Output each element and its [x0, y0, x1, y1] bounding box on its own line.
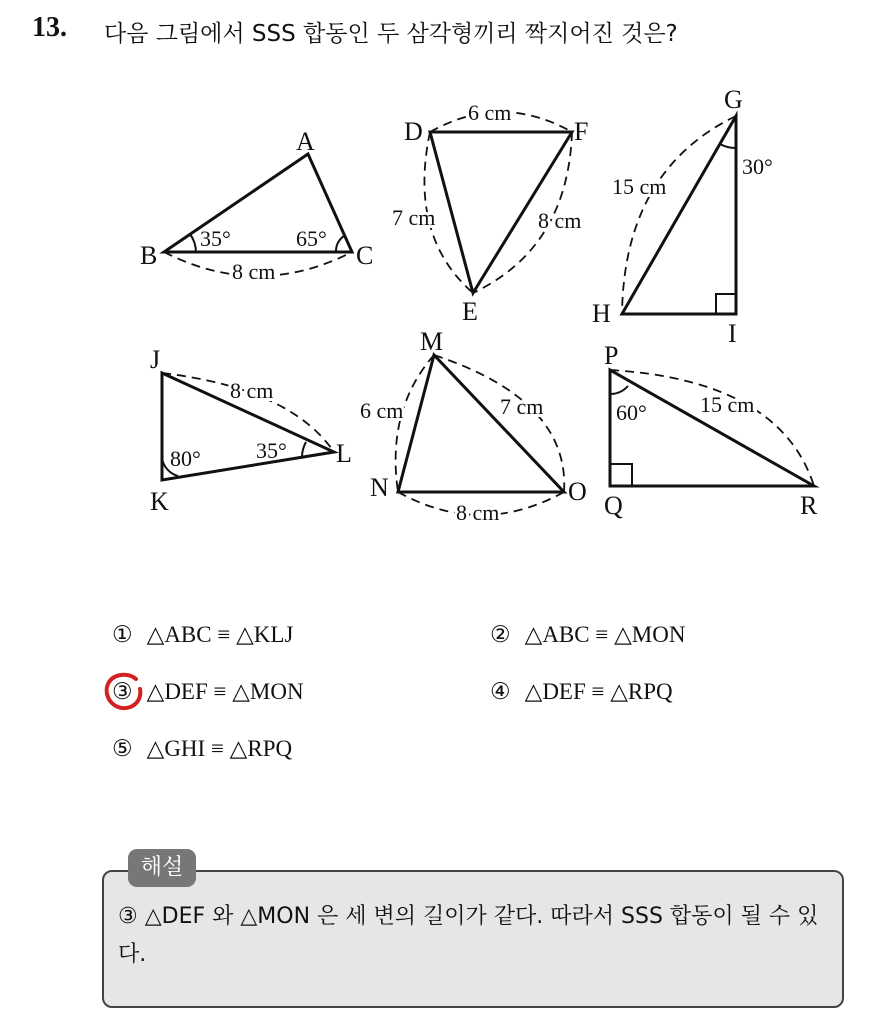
triangle-mno	[398, 355, 564, 492]
vertex-d: D	[404, 117, 423, 146]
vertex-a: A	[296, 127, 315, 156]
vertex-g: G	[724, 85, 743, 114]
side-label-mo: 7 cm	[500, 394, 544, 419]
vertex-e: E	[462, 297, 478, 326]
vertex-i: I	[728, 319, 737, 348]
choice-3-text: △DEF ≡ △MON	[146, 679, 304, 704]
vertex-c: C	[356, 241, 374, 270]
angle-arc-c	[336, 236, 344, 252]
choice-3-number: ③	[112, 679, 133, 704]
choice-1-text: △ABC ≡ △KLJ	[146, 622, 294, 647]
vertex-b: B	[140, 241, 158, 270]
side-label-bc: 8 cm	[232, 259, 276, 284]
choice-5-number: ⑤	[112, 736, 133, 761]
angle-arc-p	[610, 386, 628, 394]
angle-arc-b	[190, 234, 196, 252]
choice-2[interactable]	[490, 622, 685, 648]
right-angle-mark-i	[716, 294, 736, 314]
choice-2-number: ②	[490, 622, 511, 647]
angle-label-k: 80°	[170, 446, 201, 471]
solution-text: ③ △DEF 와 △MON 은 세 변의 길이가 같다. 따라서 SSS 합동이 될 수 있다.	[118, 904, 819, 967]
angle-label-l: 35°	[256, 438, 287, 463]
vertex-f: F	[574, 117, 589, 146]
angle-label-b: 35°	[200, 226, 231, 251]
right-angle-mark-q	[610, 464, 632, 486]
solution-tag: 해설	[128, 849, 196, 887]
triangle-ghi	[622, 116, 736, 314]
vertex-h: H	[592, 299, 611, 328]
vertex-r: R	[800, 491, 818, 520]
choice-4-number: ④	[490, 679, 511, 704]
side-label-de: 7 cm	[392, 205, 436, 230]
side-label-gh: 15 cm	[612, 174, 667, 199]
vertex-p: P	[604, 341, 619, 370]
vertex-k: K	[150, 487, 169, 516]
side-label-ef: 8 cm	[538, 208, 582, 233]
angle-label-g: 30°	[742, 154, 773, 179]
choice-2-text: △ABC ≡ △MON	[524, 622, 686, 647]
angle-arc-g	[720, 144, 736, 148]
choice-5-text: △GHI ≡ △RPQ	[146, 736, 293, 761]
choice-1[interactable]	[112, 622, 293, 648]
triangle-pqr	[610, 370, 814, 486]
vertex-q: Q	[604, 491, 623, 520]
side-label-mn: 6 cm	[360, 398, 404, 423]
vertex-l: L	[336, 439, 352, 468]
vertex-o: O	[568, 477, 587, 506]
choice-1-number: ①	[112, 622, 133, 647]
side-label-no: 8 cm	[456, 500, 500, 525]
side-label-df: 6 cm	[468, 100, 512, 125]
angle-label-c: 65°	[296, 226, 327, 251]
question-number: 13.	[32, 12, 67, 43]
angle-arc-l	[302, 442, 306, 456]
choice-5[interactable]	[112, 736, 292, 762]
vertex-j: J	[150, 345, 161, 374]
vertex-n: N	[370, 473, 389, 502]
answer-circle-mark	[103, 670, 145, 712]
choice-4-text: △DEF ≡ △RPQ	[524, 679, 673, 704]
side-label-jl: 8 cm	[230, 378, 274, 403]
angle-label-p: 60°	[616, 400, 647, 425]
vertex-m: M	[420, 327, 444, 356]
question-text: 다음 그림에서 SSS 합동인 두 삼각형끼리 짝지어진 것은?	[104, 21, 678, 47]
side-label-pr: 15 cm	[700, 392, 755, 417]
choice-4[interactable]	[490, 679, 673, 705]
